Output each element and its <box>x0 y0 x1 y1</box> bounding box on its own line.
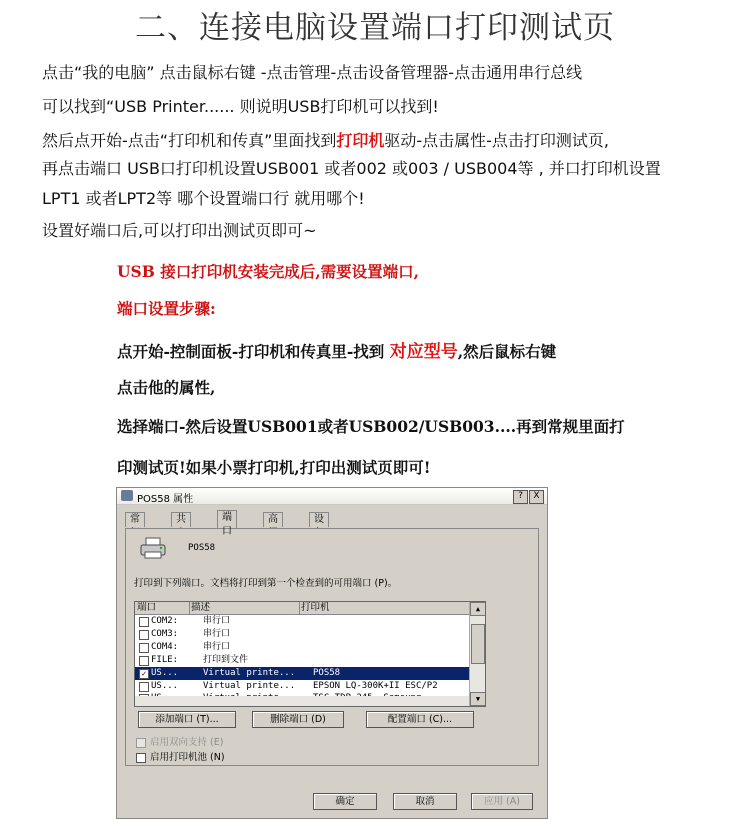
tab-general[interactable]: 常 <box>125 512 145 527</box>
instruction-line-3 <box>42 128 609 151</box>
tab-device-settings[interactable]: 设 <box>309 512 329 527</box>
dialog-title: POS58 属性 <box>137 494 194 505</box>
port-name: FILE: <box>151 655 179 665</box>
port-checkbox-checked[interactable]: ✓ <box>139 669 149 679</box>
column-description[interactable]: 描述 <box>189 602 300 614</box>
port-description: Virtual printe... <box>203 681 296 691</box>
configure-port-button[interactable]: 配置端口 (C)... <box>366 711 474 728</box>
close-button[interactable]: X <box>529 490 544 504</box>
dialog-titlebar[interactable] <box>117 488 547 505</box>
port-row-selected[interactable] <box>135 667 469 680</box>
port-row[interactable] <box>135 654 469 667</box>
print-to-ports-text: 打印到下列端口。文档将打印到第一个检查到的可用端口 (P)。 <box>134 578 398 589</box>
add-port-button[interactable]: 添加端口 (T)... <box>138 711 236 728</box>
tab-ports[interactable]: 端口 <box>217 510 237 528</box>
port-row[interactable] <box>135 641 469 654</box>
port-row[interactable] <box>135 628 469 641</box>
port-name: COM2: <box>151 616 179 626</box>
instruction-line-2: 可以找到“USB Printer...... 则说明USB打印机可以找到! <box>42 97 439 116</box>
instruction-line-4: 再点击端口 USB口打印机设置USB001 或者002 或003 / USB004等 , 并口打印机设置 <box>42 159 661 178</box>
port-checkbox[interactable] <box>139 630 149 640</box>
help-button[interactable]: ? <box>513 490 528 504</box>
instruction-line-1: 点击“我的电脑” 点击鼠标右键 -点击管理-点击设备管理器-点击通用串行总线 <box>42 63 583 82</box>
ok-button[interactable]: 确定 <box>313 793 377 810</box>
port-name: US... <box>151 668 179 678</box>
usb-setup-heading: USB 接口打印机安装完成后,需要设置端口, <box>117 262 420 281</box>
port-description: 打印到文件 <box>203 655 249 665</box>
printer-pool-checkbox[interactable] <box>136 749 225 763</box>
vertical-scrollbar[interactable] <box>469 602 485 706</box>
cancel-button[interactable]: 取消 <box>393 793 457 810</box>
port-checkbox[interactable] <box>139 682 149 692</box>
step-line-4: 印测试页!如果小票打印机,打印出测试页即可! <box>117 458 431 477</box>
scroll-down-icon[interactable]: ▼ <box>470 692 486 706</box>
printer-pool-label: 启用打印机池 (N) <box>150 752 225 763</box>
printer-icon <box>121 490 133 501</box>
port-description: 串行口 <box>203 616 231 626</box>
printer-large-icon <box>140 537 166 559</box>
horizontal-scrollbar[interactable] <box>135 696 470 706</box>
port-list-header <box>135 602 469 615</box>
port-printer: POS58 <box>313 668 341 678</box>
port-row[interactable] <box>135 615 469 628</box>
bidirectional-checkbox-box <box>136 738 146 748</box>
printer-pool-checkbox-box[interactable] <box>136 753 146 763</box>
bidirectional-label: 启用双向支持 (E) <box>150 737 224 748</box>
port-description: 串行口 <box>203 629 231 639</box>
instruction-line-6: 设置好端口后,可以打印出测试页即可~ <box>42 221 317 240</box>
tab-advanced[interactable]: 高 <box>263 512 283 527</box>
delete-port-button[interactable]: 删除端口 (D) <box>252 711 344 728</box>
step-line-1 <box>117 337 556 362</box>
port-name: COM4: <box>151 642 179 652</box>
port-name: COM3: <box>151 629 179 639</box>
instruction-line-5: LPT1 或者LPT2等 哪个设置端口行 就用哪个! <box>42 189 365 208</box>
scroll-up-icon[interactable]: ▲ <box>470 602 486 616</box>
highlight-model: 对应型号 <box>389 342 458 362</box>
column-printer[interactable]: 打印机 <box>301 602 330 613</box>
step-line-3: 选择端口-然后设置USB001或者USB002/USB003....再到常规里面打 <box>117 417 625 436</box>
port-steps-heading: 端口设置步骤: <box>117 299 216 318</box>
port-description: 串行口 <box>203 642 231 652</box>
tab-sharing[interactable]: 共 <box>171 512 191 527</box>
port-name: US... <box>151 681 179 691</box>
port-description: Virtual printe... <box>203 668 296 678</box>
bidirectional-checkbox <box>136 734 223 748</box>
printer-properties-dialog <box>116 487 548 819</box>
port-checkbox[interactable] <box>139 617 149 627</box>
step-line-1-end: ,然后鼠标右键 <box>457 342 557 361</box>
port-list[interactable] <box>134 601 486 707</box>
printer-name: POS58 <box>188 543 216 553</box>
port-checkbox[interactable] <box>139 643 149 653</box>
instruction-line-3-end: 驱动-点击属性-点击打印测试页, <box>384 131 610 150</box>
instruction-line-3-start: 然后点开始-点击“打印机和传真”里面找到 <box>42 131 337 150</box>
scroll-thumb[interactable] <box>471 624 485 664</box>
port-printer: EPSON LQ-300K+II ESC/P2 <box>313 681 438 691</box>
port-checkbox[interactable] <box>139 656 149 666</box>
step-line-2: 点击他的属性, <box>117 378 216 397</box>
apply-button[interactable]: 应用 (A) <box>471 793 533 810</box>
column-port[interactable]: 端口 <box>135 602 190 614</box>
step-line-1-start: 点开始-控制面板-打印机和传真里-找到 <box>117 342 390 361</box>
ports-panel <box>125 528 539 766</box>
highlight-printer: 打印机 <box>336 131 385 150</box>
page-title: 二、连接电脑设置端口打印测试页 <box>135 10 615 46</box>
